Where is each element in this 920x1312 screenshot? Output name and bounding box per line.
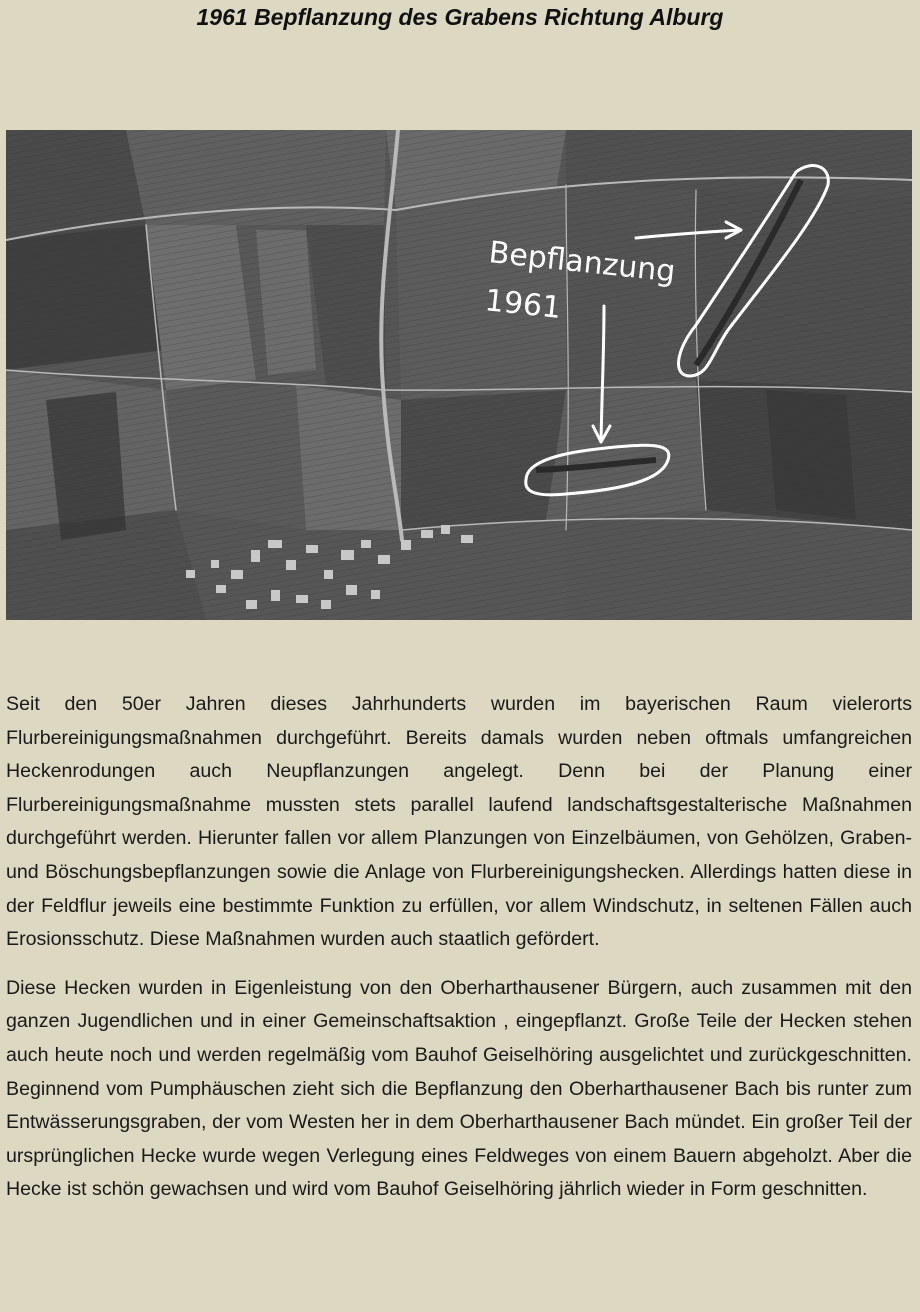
paragraph: Seit den 50er Jahren dieses Jahrhunderts wurden im bayerischen Raum vielerorts Flurbereinigungsmaßnahmen durchgeführt. Bereits damals wurden neben oftmals umfangreichen Heckenrodungen auch Neupflanzungen angelegt. Denn bei der Planung einer Flurbereinigungsmaßnahme mussten stets parallel laufend landschaftsgestalterische Maßnahmen durchgeführt werden. Hierunter fallen vor allem Planzungen von Einzelbäumen, von Gehölzen, Graben- und Böschungsbepflanzungen sowie die Anlage von Flurbereinigungshecken. Allerdings hatten diese in der Feldflur jeweils eine bestimmte Funktion zu erfüllen, vor allem Windschutz, in seltenen Fällen auch Erosionsschutz. Diese Maßnahmen wurden auch staatlich gefördert. [6, 693, 912, 951]
paragraph: Diese Hecken wurden in Eigenleistung von den Oberharthausener Bürgern, auch zusammen mit den ganzen Jugendlichen und in einer Gemeinschaftsaktion , eingepflanzt. Große Teile der Hecken stehen auch heute noch und werden regelmäßig vom Bauhof Geiselhöring ausgelichtet und zurückgeschnitten. Beginnend vom Pumphäuschen zieht sich die Bepflanzung den Oberharthausener Bach bis runter zum Entwässerungsgraben, der vom Westen her in dem Oberharthausener Bach mündet. Ein großer Teil der ursprünglichen Hecke wurde wegen Verlegung eines Feldweges von einem Bauern abgeholzt. Aber die Hecke ist schön gewachsen und wird vom Bauhof Geiselhöring jährlich wieder in Form geschnitten. [6, 976, 912, 1201]
aerial-photo [6, 130, 912, 620]
annotation-year: 1961 [483, 283, 563, 326]
annotation-label: Bepflanzung [487, 235, 677, 290]
page-title: 1961 Bepflanzung des Grabens Richtung Alburg [196, 4, 724, 30]
body-text [6, 688, 912, 1222]
